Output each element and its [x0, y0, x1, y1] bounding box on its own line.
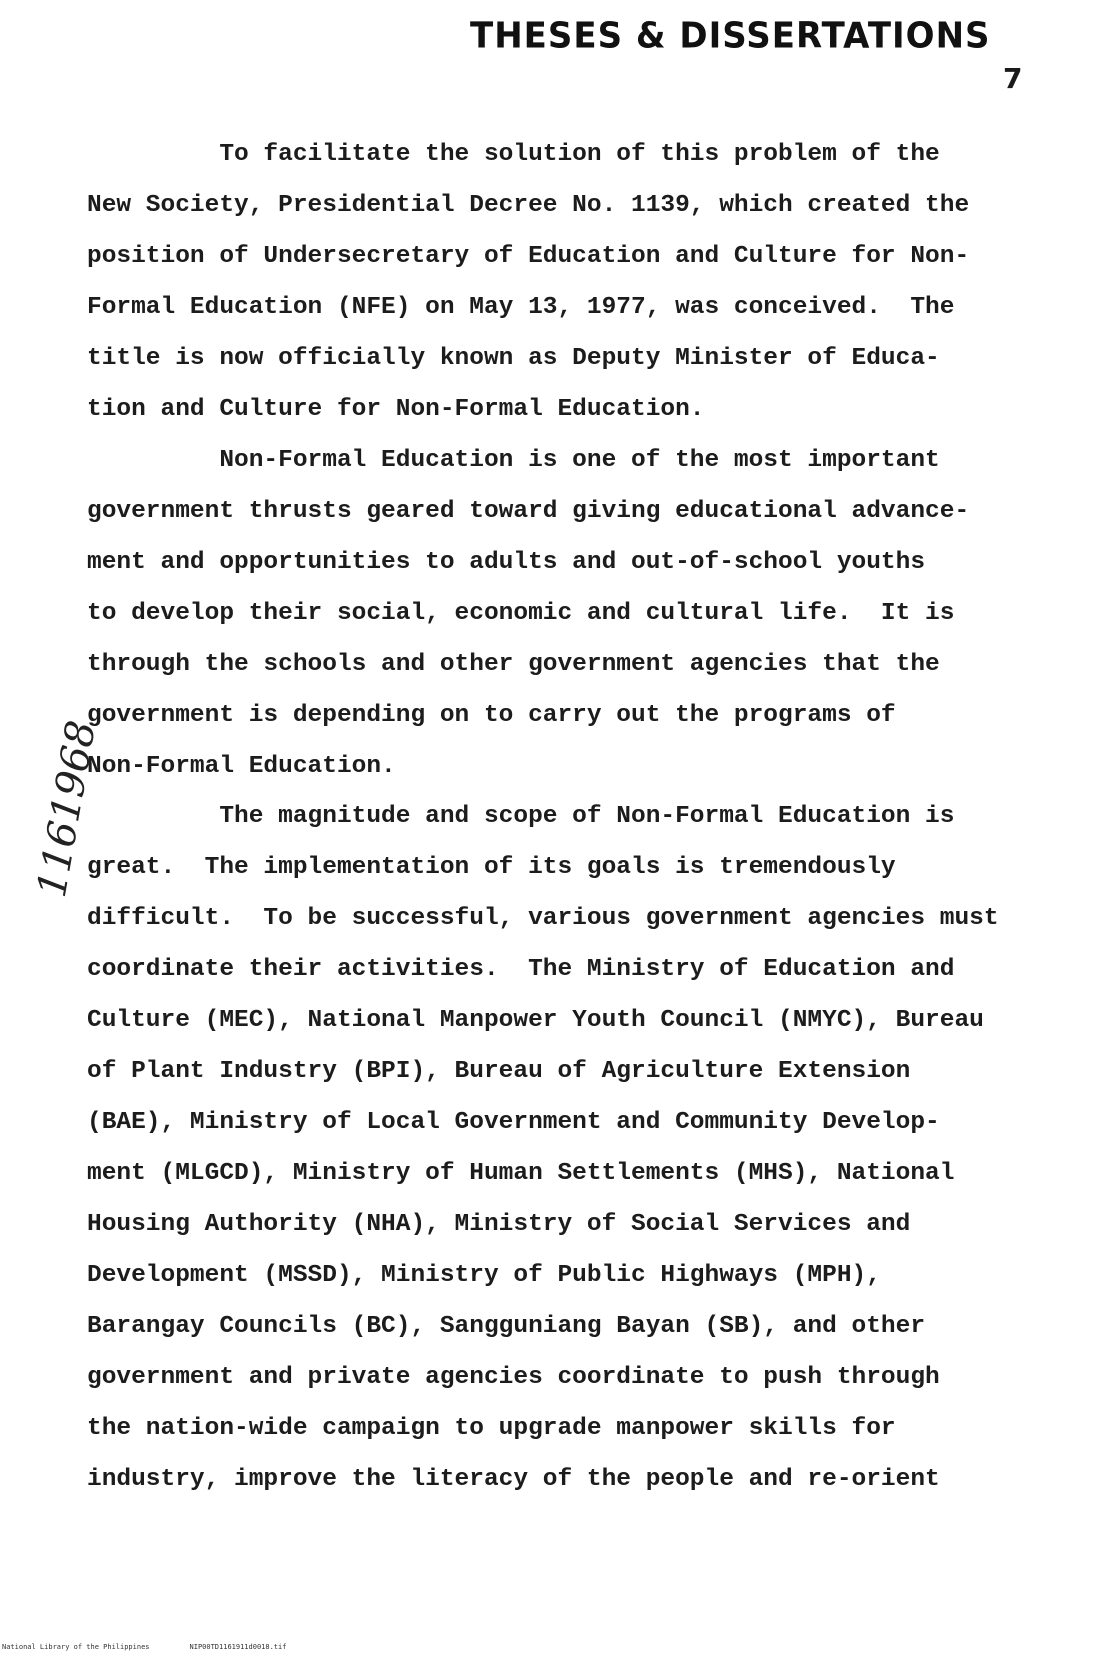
text-line: Non-Formal Education. [87, 753, 396, 780]
text-line: Barangay Councils (BC), Sangguniang Bayan (SB), and other [87, 1313, 926, 1340]
footer-library: National Library of the Philippines [2, 1643, 150, 1651]
text-line: tion and Culture for Non-Formal Education. [87, 396, 705, 423]
text-line: government and private agencies coordinate to push through [87, 1364, 940, 1391]
text-line: great. The implementation of its goals is tremendously [87, 854, 896, 881]
text-line: Formal Education (NFE) on May 13, 1977, was conceived. The [87, 294, 955, 321]
text-line: To facilitate the solution of this problem of the [87, 141, 940, 168]
text-line: industry, improve the literacy of the people and re-orient [87, 1466, 940, 1493]
text-line: Housing Authority (NHA), Ministry of Social Services and [87, 1211, 911, 1238]
page-number: 7 [1003, 62, 1023, 95]
text-line: coordinate their activities. The Ministry of Education and [87, 956, 955, 983]
text-line: Culture (MEC), National Manpower Youth Council (NMYC), Bureau [87, 1007, 984, 1034]
text-line: The magnitude and scope of Non-Formal Education is [87, 803, 955, 830]
text-line: the nation-wide campaign to upgrade manpower skills for [87, 1415, 896, 1442]
text-line: to develop their social, economic and cultural life. It is [87, 600, 955, 627]
text-line: title is now officially known as Deputy Minister of Educa- [87, 345, 940, 372]
text-line: (BAE), Ministry of Local Government and Community Develop- [87, 1109, 940, 1136]
text-line: government is depending on to carry out the programs of [87, 702, 896, 729]
theses-dissertations-stamp: THESES & DISSERTATIONS [470, 15, 991, 57]
text-line: position of Undersecretary of Education and Culture for Non- [87, 243, 970, 270]
scan-footer [2, 1643, 326, 1651]
text-line: Non-Formal Education is one of the most important [87, 447, 940, 474]
text-line: government thrusts geared toward giving educational advance- [87, 498, 970, 525]
text-line: New Society, Presidential Decree No. 1139, which created the [87, 192, 970, 219]
handwritten-margin-note: 1161968 [28, 717, 106, 901]
text-line: difficult. To be successful, various government agencies must [87, 905, 999, 932]
text-line: Development (MSSD), Ministry of Public Highways (MPH), [87, 1262, 881, 1289]
text-line: through the schools and other government agencies that the [87, 651, 940, 678]
footer-file-id: NIP00TD1161911d0018.tif [189, 1643, 287, 1651]
text-line: of Plant Industry (BPI), Bureau of Agriculture Extension [87, 1058, 911, 1085]
text-line: ment (MLGCD), Ministry of Human Settlements (MHS), National [87, 1160, 955, 1187]
text-line: ment and opportunities to adults and out-of-school youths [87, 549, 926, 576]
